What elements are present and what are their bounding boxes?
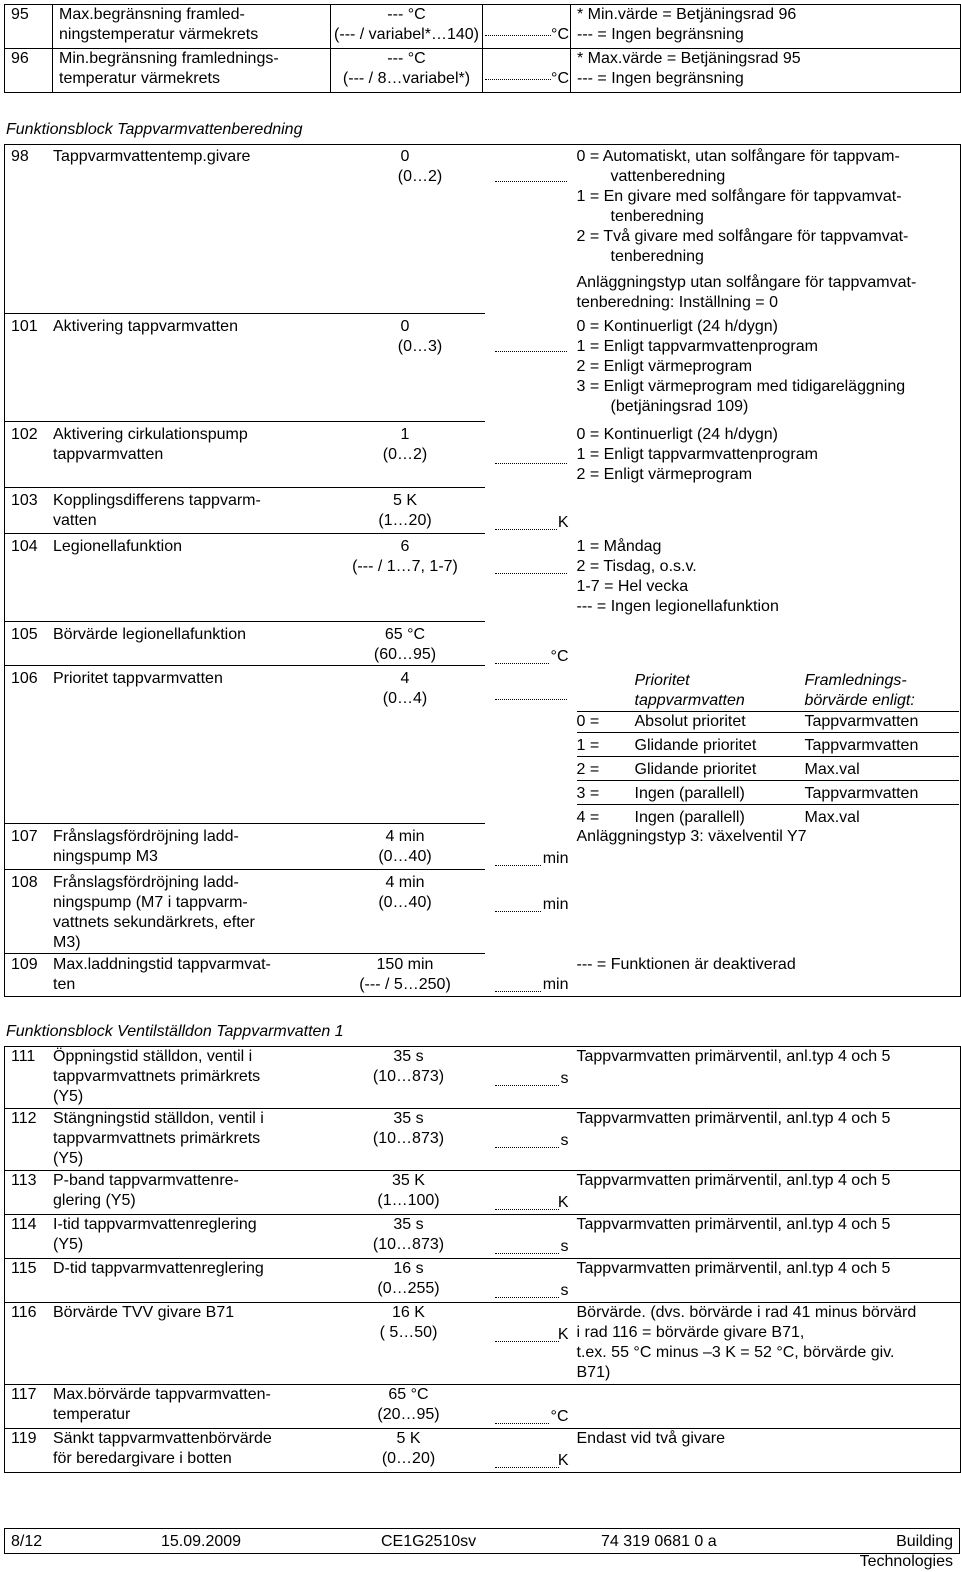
- actuator-table: [4, 1046, 961, 1473]
- param-name: Max.laddningstid tappvarmvat-: [53, 956, 271, 973]
- value-range: (60…95): [373, 646, 437, 663]
- default-value: 65 °C: [384, 626, 426, 643]
- value-range: (0…2): [397, 168, 443, 185]
- description: t.ex. 55 °C minus –3 K = 52 °C, börvärde giv.: [576, 1344, 895, 1361]
- param-name: Börvärde TVV givare B71: [53, 1304, 235, 1321]
- value-range: (1…100): [377, 1192, 440, 1209]
- row-number: 101: [11, 318, 38, 335]
- row-number: 111: [11, 1048, 36, 1065]
- param-name: tappvarmvatten: [53, 446, 164, 463]
- row-number: 112: [11, 1110, 37, 1127]
- row-number: 109: [11, 956, 38, 973]
- param-name: M3): [53, 934, 81, 951]
- unit-label: °C: [551, 70, 569, 87]
- unit-label: K: [557, 1452, 569, 1469]
- document-id: CE1G2510sv: [381, 1533, 477, 1550]
- limit-table: [4, 4, 961, 93]
- value-range: (10…873): [372, 1236, 445, 1253]
- unit-label: K: [557, 514, 569, 531]
- description: * Max.värde = Betjäningsrad 95: [577, 50, 801, 67]
- param-name: Prioritet tappvarmvatten: [53, 670, 223, 687]
- default-value: 35 s: [393, 1110, 424, 1127]
- param-name: Aktivering cirkulationspump: [53, 426, 248, 443]
- page-footer: [4, 1528, 960, 1570]
- description: B71): [576, 1364, 611, 1381]
- table-row: [5, 1303, 961, 1385]
- param-name: (Y5): [53, 1236, 84, 1253]
- default-value: 4 min: [385, 874, 425, 891]
- unit-label: min: [542, 976, 569, 993]
- default-value: 4 min: [385, 828, 425, 845]
- param-name: temperatur: [53, 1406, 131, 1423]
- param-name: ningstemperatur värmekrets: [59, 26, 259, 43]
- document-date: 15.09.2009: [161, 1533, 242, 1550]
- row-number: 102: [11, 426, 38, 443]
- param-name: för beredargivare i botten: [53, 1450, 232, 1467]
- table-row: [5, 1215, 961, 1259]
- param-name: Tappvarmvattentemp.givare: [53, 148, 251, 165]
- param-name: temperatur värmekrets: [59, 70, 220, 87]
- dhw-table: [4, 144, 961, 997]
- row-number: 96: [5, 49, 53, 93]
- row-number: 107: [11, 828, 38, 845]
- value-range: (--- / 5…250): [359, 976, 451, 993]
- value-range: (20…95): [377, 1406, 440, 1423]
- unit-label: min: [542, 896, 569, 913]
- table-row: [5, 1385, 961, 1429]
- unit-label: s: [560, 1282, 569, 1299]
- default-value: 0: [400, 318, 410, 335]
- row-number: 103: [11, 492, 38, 509]
- value-range: ( 5…50): [379, 1324, 438, 1341]
- value-range: (0…255): [377, 1280, 440, 1297]
- param-name: Frånslagsfördröjning ladd-: [53, 828, 239, 845]
- value-range: (0…20): [381, 1450, 436, 1467]
- description-101: 0 = Kontinuerligt (24 h/dygn) 1 = Enligt tappvarmvattenprogram 2 = Enligt värmeprogram 3 = Enligt värmeprogram med tidigareläggning (betjäningsrad 109): [576, 318, 906, 415]
- param-name: Max.börvärde tappvarmvatten-: [53, 1386, 271, 1403]
- row-number: 114: [11, 1216, 37, 1233]
- description-109: --- = Funktionen är deaktiverad: [576, 956, 796, 973]
- description: Tappvarmvatten primärventil, anl.typ 4 och 5: [576, 1048, 891, 1065]
- default-value: 16 s: [393, 1260, 424, 1277]
- description-98: 0 = Automatiskt, utan solfångare för tappvam- vattenberedning 1 = En givare med solfångare för tappvamvat- tenberedning 2 = Två givare med solfångare för tappvamvat- tenberedning Anläggningstyp utan solfångare för tappvamvat- tenberedning: Inställning = 0: [576, 148, 917, 311]
- value-range: (0…40): [378, 894, 432, 911]
- param-name: Öppningstid ställdon, ventil i: [53, 1048, 253, 1065]
- param-name: I-tid tappvarmvattenreglering: [53, 1216, 257, 1233]
- table-row: [5, 1109, 961, 1171]
- param-name: D-tid tappvarmvattenreglering: [53, 1260, 264, 1277]
- description: --- = Ingen begränsning: [577, 26, 744, 43]
- description: Tappvarmvatten primärventil, anl.typ 4 och 5: [576, 1110, 891, 1127]
- description: Tappvarmvatten primärventil, anl.typ 4 och 5: [576, 1260, 891, 1277]
- value-range: (0…40): [378, 848, 432, 865]
- default-value: 150 min: [376, 956, 434, 973]
- row-number: 115: [11, 1260, 37, 1277]
- param-name: Stängningstid ställdon, ventil i: [53, 1110, 264, 1127]
- table-row: [5, 1047, 961, 1109]
- row-number: 106: [11, 670, 38, 687]
- param-name: ningspump (M7 i tappvarm-: [53, 894, 248, 911]
- param-name: ningspump M3: [53, 848, 158, 865]
- default-value: 5 K: [396, 1430, 421, 1447]
- param-name: Frånslagsfördröjning ladd-: [53, 874, 239, 891]
- default-value: 0: [400, 148, 410, 165]
- default-value: 1: [400, 426, 410, 443]
- param-name: tappvarmvattnets primärkrets: [53, 1130, 261, 1147]
- param-name: P-band tappvarmvattenre-: [53, 1172, 239, 1189]
- table-row: [5, 1429, 961, 1473]
- table-row: [5, 1171, 961, 1215]
- value-range: (--- / variabel*…140): [334, 26, 479, 43]
- unit-label: K: [557, 1194, 569, 1211]
- param-name: Min.begränsning framlednings-: [59, 50, 279, 67]
- company-name: Building Technologies: [859, 1533, 953, 1570]
- default-value: 65 °C: [388, 1386, 429, 1403]
- row-number: 95: [5, 5, 53, 49]
- description: Endast vid två givare: [576, 1430, 726, 1447]
- default-value: 5 K: [392, 492, 417, 509]
- unit-label: s: [560, 1132, 569, 1149]
- page-number: 8/12: [11, 1533, 43, 1550]
- default-value: --- °C: [387, 50, 426, 67]
- row-number: 113: [11, 1172, 37, 1189]
- param-name: Sänkt tappvarmvattenbörvärde: [53, 1430, 272, 1447]
- unit-label: °C: [550, 648, 569, 665]
- row-number: 105: [11, 626, 38, 643]
- unit-label: °C: [551, 26, 569, 43]
- unit-label: °C: [550, 1408, 569, 1425]
- unit-label: K: [557, 1326, 569, 1343]
- value-range: (1…20): [378, 512, 432, 529]
- param-name: Aktivering tappvarmvatten: [53, 318, 238, 335]
- default-value: 35 K: [392, 1172, 425, 1189]
- description: Tappvarmvatten primärventil, anl.typ 4 och 5: [576, 1216, 891, 1233]
- param-name: tappvarmvattnets primärkrets: [53, 1068, 261, 1085]
- unit-label: min: [542, 850, 569, 867]
- default-value: 35 s: [393, 1216, 424, 1233]
- row-number: 108: [11, 874, 38, 891]
- row-number: 119: [11, 1430, 37, 1447]
- param-name: Max.begränsning framled-: [59, 6, 245, 23]
- value-range: (--- / 8…variabel*): [342, 70, 471, 87]
- order-number: 74 319 0681 0 a: [601, 1533, 717, 1550]
- description: i rad 116 = börvärde givare B71,: [576, 1324, 805, 1341]
- value-range: (0…4): [382, 690, 428, 707]
- default-value: 6: [400, 538, 410, 555]
- table-row: [5, 1259, 961, 1303]
- param-name: (Y5): [53, 1088, 84, 1105]
- default-value: 35 s: [393, 1048, 424, 1065]
- value-range: (0…2): [382, 446, 428, 463]
- value-range: (--- / 1…7, 1-7): [352, 558, 458, 575]
- param-name: vatten: [53, 512, 97, 529]
- param-name: glering (Y5): [53, 1192, 136, 1209]
- param-name: Börvärde legionellafunktion: [53, 626, 247, 643]
- default-value: --- °C: [387, 6, 426, 23]
- description-102: 0 = Kontinuerligt (24 h/dygn) 1 = Enligt tappvarmvattenprogram 2 = Enligt värmeprogram: [576, 426, 818, 483]
- description: * Min.värde = Betjäningsrad 96: [577, 6, 797, 23]
- value-range: (10…873): [372, 1068, 445, 1085]
- description: --- = Ingen begränsning: [577, 70, 744, 87]
- value-range: (0…3): [397, 338, 443, 355]
- unit-label: s: [560, 1070, 569, 1087]
- description: Börvärde. (dvs. börvärde i rad 41 minus börvärd: [576, 1304, 917, 1321]
- row-number: 116: [11, 1304, 37, 1321]
- default-value: 16 K: [392, 1304, 425, 1321]
- section-title: Funktionsblock Ventilställdon Tappvarmvatten 1: [6, 1023, 344, 1040]
- default-value: 4: [400, 670, 410, 687]
- value-range: (10…873): [372, 1130, 445, 1147]
- description: Tappvarmvatten primärventil, anl.typ 4 och 5: [576, 1172, 891, 1189]
- row-number: 98: [11, 148, 29, 165]
- param-name: Kopplingsdifferens tappvarm-: [53, 492, 261, 509]
- description-107: Anläggningstyp 3: växelventil Y7: [576, 828, 807, 845]
- row-number: 117: [11, 1386, 37, 1403]
- row-number: 104: [11, 538, 38, 555]
- param-name: ten: [53, 976, 76, 993]
- param-name: Legionellafunktion: [53, 538, 182, 555]
- description-104: 1 = Måndag 2 = Tisdag, o.s.v. 1-7 = Hel vecka --- = Ingen legionellafunktion: [576, 538, 779, 615]
- priority-table: Prioritet tappvarmvatten Framlednings- börvärde enligt: 0 = Absolut prioritet Tappvarmvatten 1 = Glidande prioritet Tappvarmvatten 2 = Glidande prioritet Max.val 3 = Ingen (parallell) Tappvarmvatten 4 = Ingen (parallell) Max.val: [577, 667, 959, 828]
- param-name: (Y5): [53, 1150, 84, 1167]
- unit-label: s: [560, 1238, 569, 1255]
- section-title: Funktionsblock Tappvarmvattenberedning: [6, 121, 303, 138]
- param-name: vattnets sekundärkrets, efter: [53, 914, 255, 931]
